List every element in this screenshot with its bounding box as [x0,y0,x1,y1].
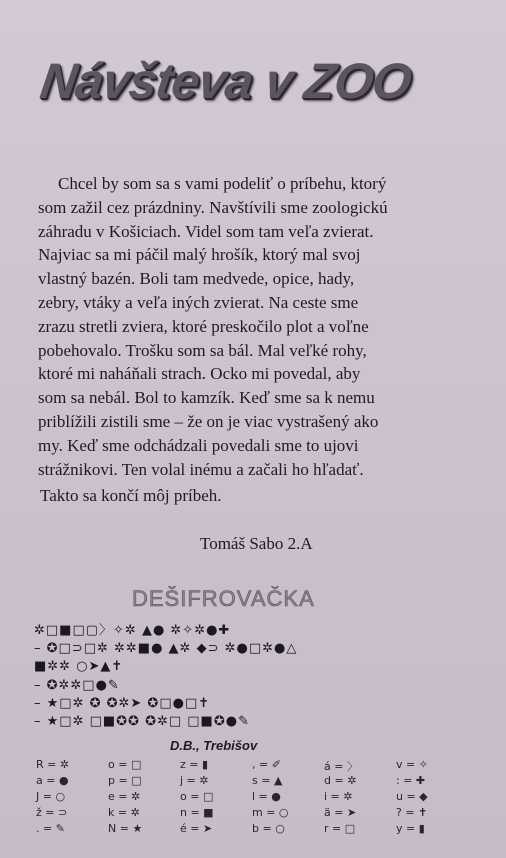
legend-entry: n = ■ [180,806,214,819]
legend-entry: ä = ➤ [324,806,357,819]
legend-entry: p = □ [108,774,142,787]
legend-entry: k = ✲ [108,806,140,819]
story-line: priblížili zistili sme – že on je viac vystrašený ako [38,411,379,431]
cipher-row: ■✲✲ ○➤▲✝ [34,659,124,675]
legend-entry: R = ✲ [36,758,70,771]
legend-entry: j = ✲ [180,774,209,787]
legend-entry: z = ▮ [180,758,209,771]
legend-entry: v = ✧ [396,758,428,771]
legend-entry: N = ★ [108,822,143,835]
legend-entry: : = ✚ [396,774,426,787]
legend-entry: ž = ⊃ [36,806,68,819]
cipher-row: – ★□✲ □■✪✪ ✪✲□ □■✪●✎ [34,714,250,730]
legend-entry: u = ◆ [396,790,428,803]
story-line: Najviac sa mi páčil malý hrošík, ktorý mal svoj [38,245,361,265]
legend-entry: l = ● [252,790,281,803]
legend-entry: o = □ [108,758,142,771]
story-line: zrazu stretli zviera, ktoré preskočilo plot a voľne [38,316,369,336]
cipher-row: ✲□■□▢〉✧✲ ▲● ✲✧✲●✚ [34,623,231,638]
legend-entry: y = ▮ [396,822,425,835]
puzzle-title: DEŠIFROVAČKA [132,586,315,611]
story-line: pobehovalo. Trošku som sa bál. Mal veľké rohy, [38,340,367,360]
story-line: zebry, vtáky a veľa iných zvierat. Na ceste sme [38,292,359,312]
story-line: ktoré mi naháňali strach. Ocko mi povedal, aby [38,364,361,384]
legend-entry: d = ✲ [324,774,357,787]
legend-entry: m = ○ [252,806,289,819]
story-line: Chcel by som sa s vami podeliť o príbehu, ktorý [58,174,387,193]
cipher-row: – ★□✲ ✪ ✪✲➤ ✪□●□✝ [34,695,211,711]
article-title: Návšteva v ZOO [36,53,415,109]
story-line: my. Keď sme odchádzali povedali sme to ujovi [38,435,359,455]
legend-entry: . = ✎ [36,822,65,835]
story-line: záhradu v Košiciach. Videl som tam veľa zvierat. [38,221,374,241]
legend-entry: á = 〉 [324,760,358,773]
story-line: som zažil cez prázdniny. Navštívili sme zoologickú [38,197,388,217]
legend-entry: s = ▲ [252,774,283,787]
story-text [38,172,488,481]
legend-entry: b = ○ [252,822,285,835]
legend-entry: é = ➤ [180,822,213,835]
legend-entry: i = ✲ [324,790,353,803]
story-line: vlastný bazén. Boli tam medvede, opice, hady, [38,269,355,289]
legend-entry: J = ○ [36,790,66,803]
story-line: som sa nebál. Bol to kamzík. Keď sme sa k nemu [38,388,375,408]
cipher-legend [36,758,476,838]
legend-entry: e = ✲ [108,790,141,803]
legend-entry: ? = ✝ [396,806,428,819]
cipher-text [34,622,474,731]
story-line: strážnikovi. Ten volal inému a začali ho hľadať. [38,459,364,479]
story-closing: Takto sa končí môj príbeh. [40,486,222,505]
cipher-row: – ✪✲✲□●✎ [34,677,120,693]
legend-entry: , = ✐ [252,758,281,771]
legend-entry: o = □ [180,790,214,803]
legend-entry: a = ● [36,774,69,787]
cipher-row: – ✪□⊃□✲ ✲✲■● ▲✲ ◆⊃ ✲●□✲●△ [34,641,298,657]
legend-entry: r = □ [324,822,356,835]
author-name: Tomáš Sabo 2.A [200,534,313,553]
puzzle-signature: D.B., Trebišov [170,738,258,753]
